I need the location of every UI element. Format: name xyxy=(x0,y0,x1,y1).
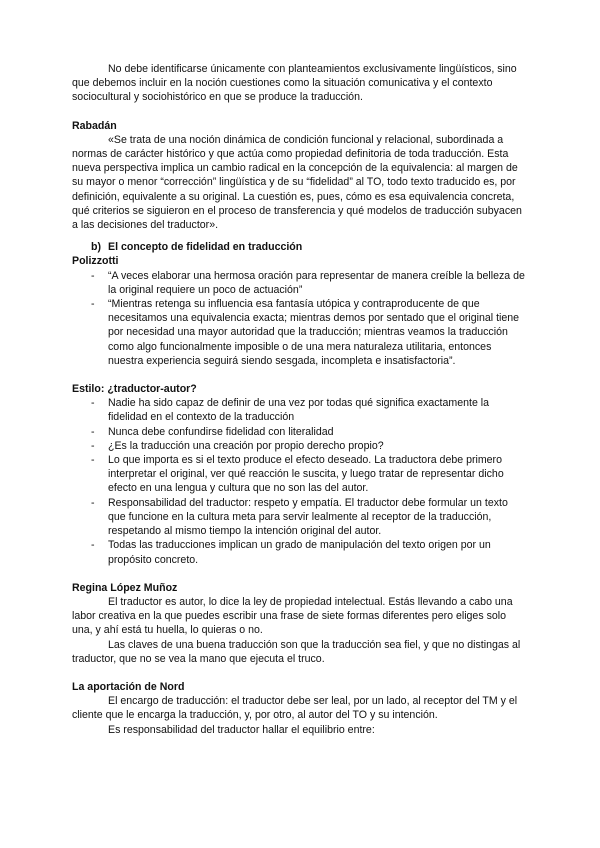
list-item: - “Mientras retenga su influencia esa fantasía utópica y contraproducente de que necesitamos una equivalencia exacta; mientras demos por sentado que el original tiene por necesidad una mayor autoridad que la traducción; mientras veamos la traducción como algo funcionalmente imposible o de una mera naturaleza utilitaria, entonces nuestra experiencia seguirá siendo sesgada, incompleta e insatisfactoria”. xyxy=(72,297,528,368)
list-item: - Lo que importa es si el texto produce el efecto deseado. La traductora debe primero interpretar el original, ver qué reacción le suscita, y luego tratar de representar dicho efecto en una lengua y cultura que no son las del autor. xyxy=(72,453,528,496)
list-item: - Todas las traducciones implican un grado de manipulación del texto origen por un propósito concreto. xyxy=(72,538,528,566)
nord-paragraph-2: Es responsabilidad del traductor hallar el equilibrio entre: xyxy=(108,723,375,736)
section-b-heading xyxy=(72,240,528,254)
intro-paragraph: No debe identificarse únicamente con planteamientos exclusivamente lingüísticos, sino que debemos incluir en la noción cuestiones como la situación comunicativa y el contexto sociocultural y sociohistórico en que se produce la traducción. xyxy=(72,63,517,104)
list-item: - Nadie ha sido capaz de definir de una vez por todas qué significa exactamente la fidelidad en el contexto de la traducción xyxy=(72,396,528,424)
regina-paragraph-1: El traductor es autor, lo dice la ley de propiedad intelectual. Estás llevando a cabo una labor creativa en la que puedes escribir una frase de siete formas diferentes pero eliges solo una, y ahí está tu huella, lo quieras o no. xyxy=(72,595,513,637)
list-item: - Responsabilidad del traductor: respeto y empatía. El traductor debe formular un texto que funcione en la cultura meta para servir lealmente al receptor de la traducción, respetando al mismo tiempo la intención original del autor. xyxy=(72,496,528,539)
heading-regina: Regina López Muñoz xyxy=(72,581,178,594)
polizzotti-list xyxy=(72,269,528,368)
heading-polizzotti: Polizzotti xyxy=(72,255,119,268)
section-b-number: b) xyxy=(91,241,101,254)
estilo-list xyxy=(72,396,528,566)
list-item: - ¿Es la traducción una creación por propio derecho propio? xyxy=(72,439,528,453)
list-item: - Nunca debe confundirse fidelidad con literalidad xyxy=(72,425,528,439)
nord-paragraph-1: El encargo de traducción: el traductor debe ser leal, por un lado, al receptor del TM y el cliente que le encarga la traducción, y, por otro, al autor del TO y su intención. xyxy=(72,695,518,722)
regina-paragraph-2: Las claves de una buena traducción son que la traducción sea fiel, y que no distingas al traductor, que no se vea la mano que ejecuta el truco. xyxy=(72,638,521,665)
section-b-title: El concepto de fidelidad en traducción xyxy=(108,241,303,254)
heading-estilo: Estilo: ¿traductor-autor? xyxy=(72,383,197,396)
list-item: - “A veces elaborar una hermosa oración para representar de manera creíble la belleza de la original requiere un poco de actuación” xyxy=(72,269,528,297)
document-body xyxy=(72,62,528,737)
heading-rabadan: Rabadán xyxy=(72,119,117,132)
rabadan-quote: «Se trata de una noción dinámica de condición funcional y relacional, subordinada a normas de carácter histórico y que actúa como propiedad definitoria de toda traducción. Esta nueva perspectiva implica un cambio radical en la concepción de la equivalencia: al margen de su mayor o menor “corrección” lingüística y de su “fidelidad” al TO, todo texto traducido es, por definición, equivalente a su original. La cuestión es, pues, cómo es esa equivalencia concreta, qué criterios se siguieron en el proceso de transferencia y qué modelos de traducción subyacen a las decisiones del traductor». xyxy=(72,133,522,232)
heading-nord: La aportación de Nord xyxy=(72,680,185,693)
